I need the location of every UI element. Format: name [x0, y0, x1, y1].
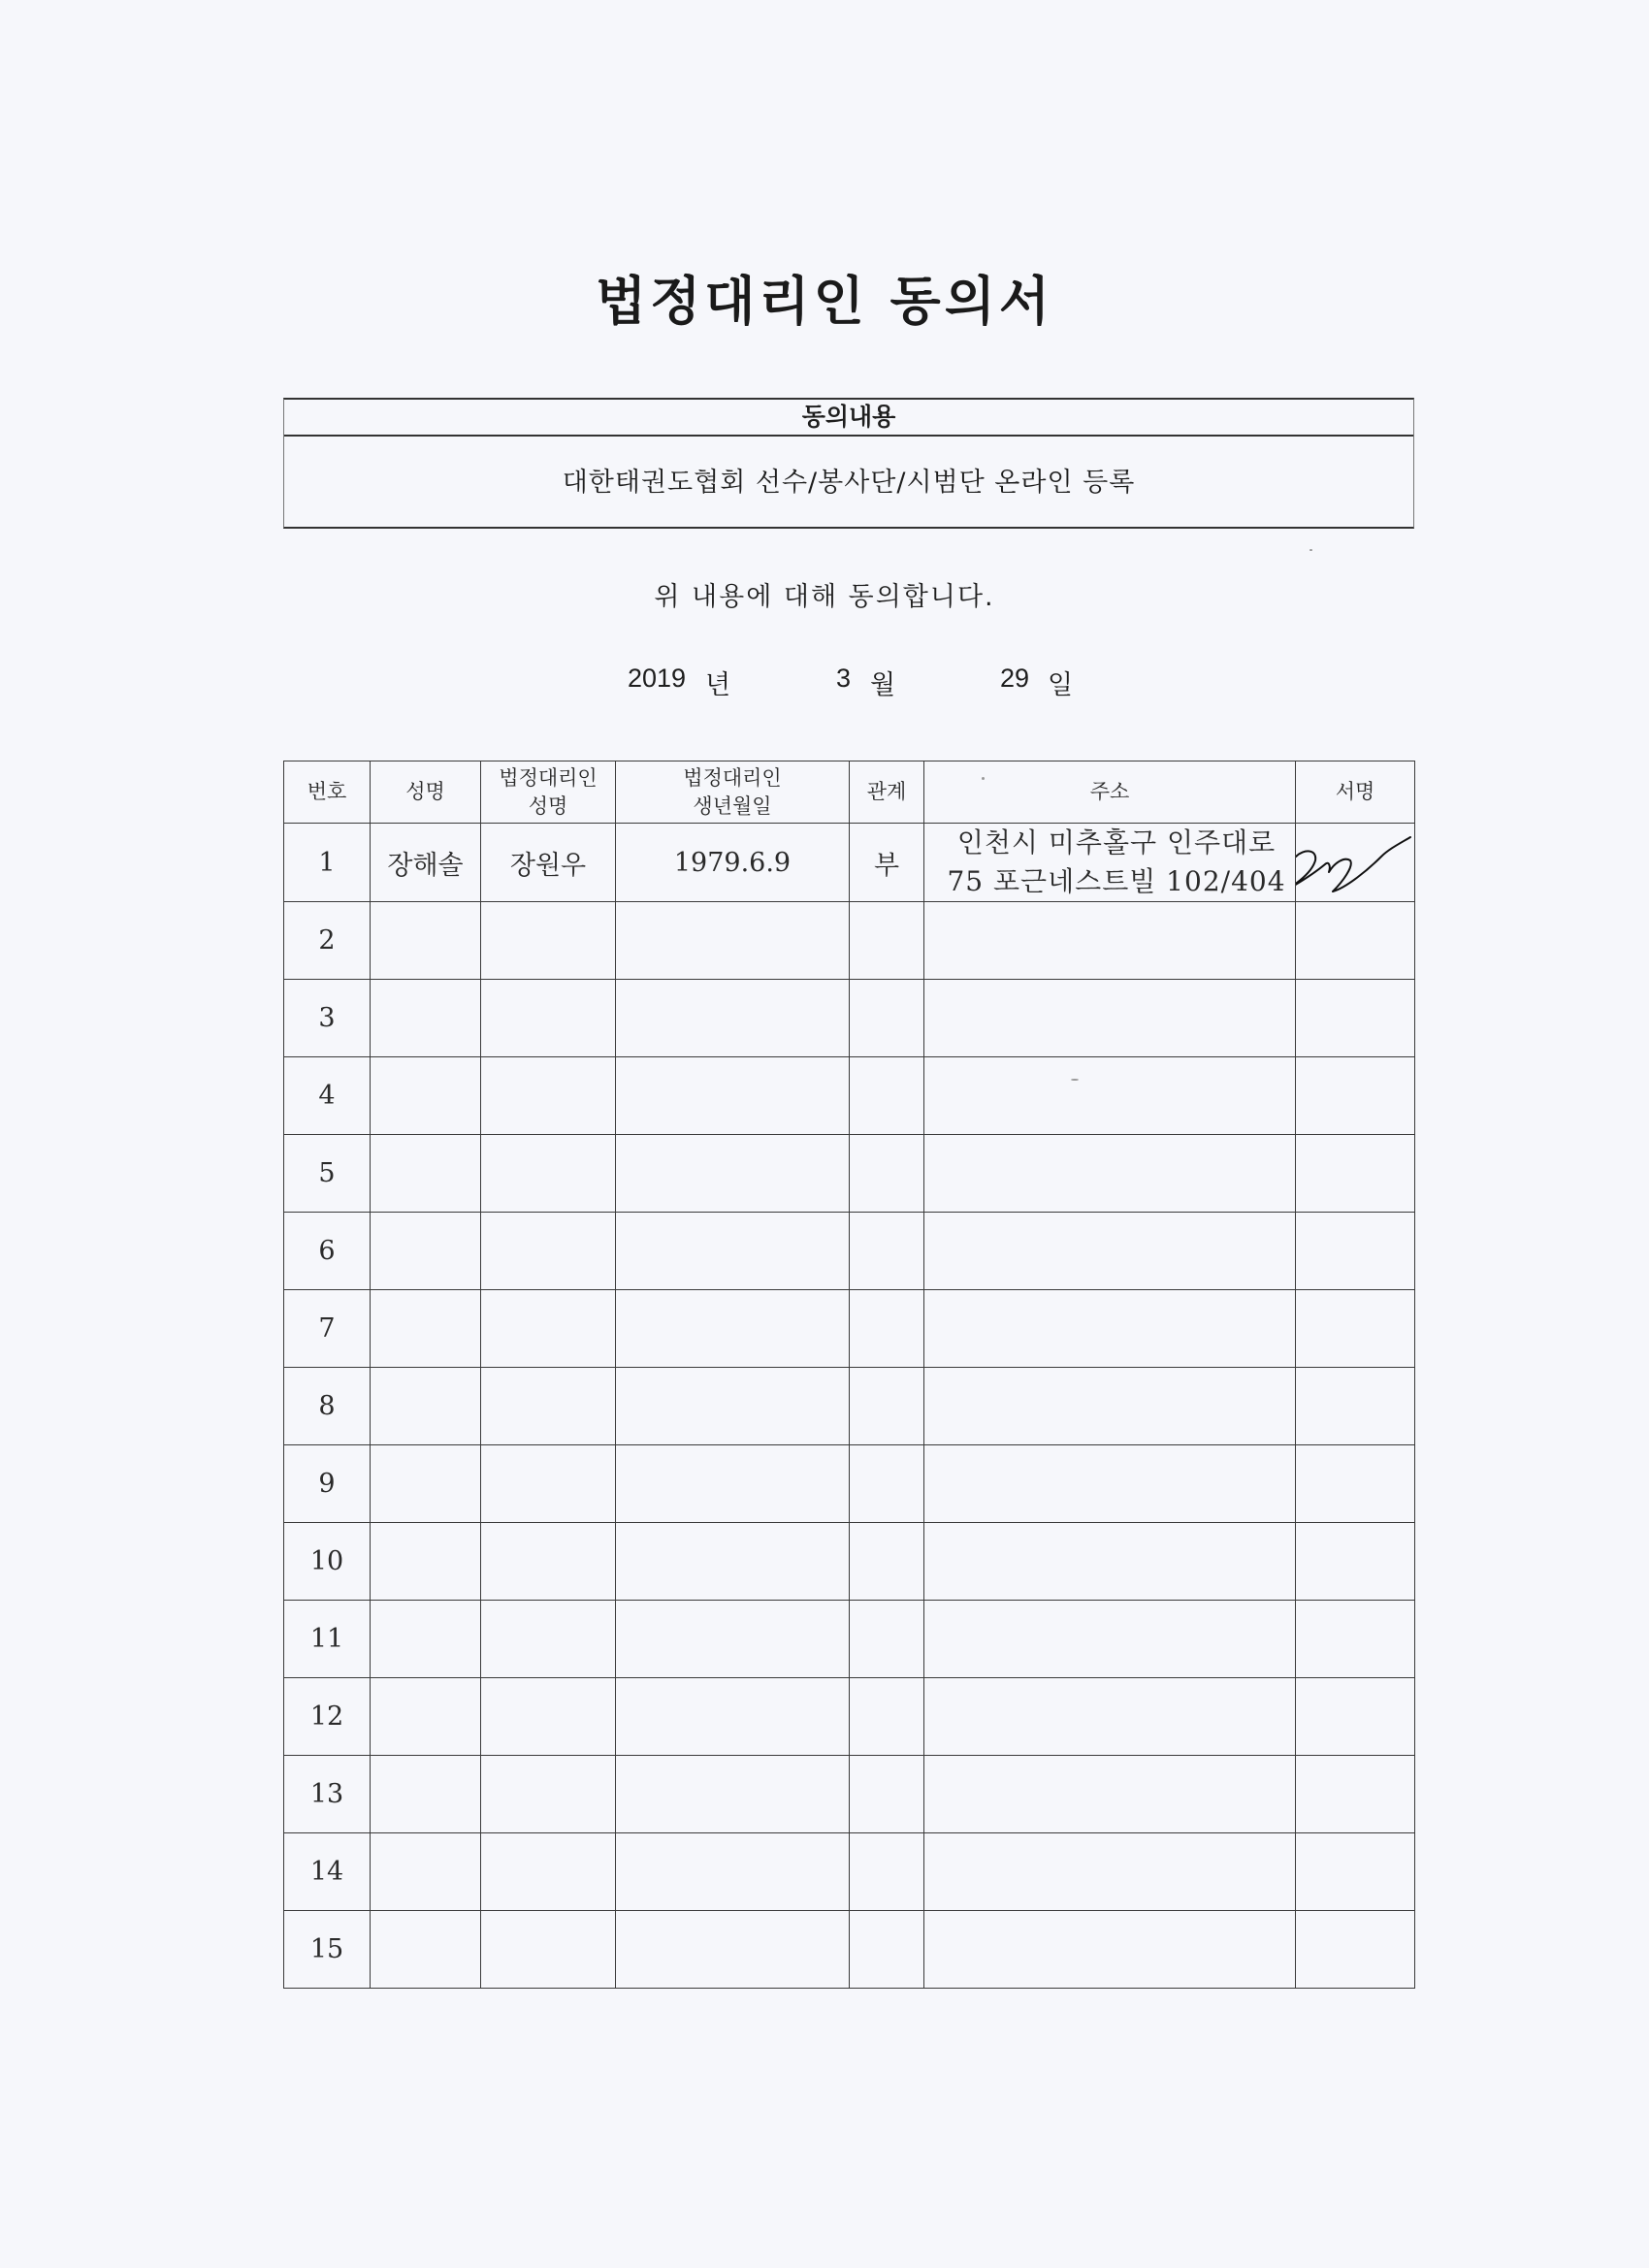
cell-relation [850, 1601, 924, 1678]
cell-no: 13 [284, 1756, 371, 1833]
cell-name [371, 1290, 481, 1368]
cell-guardian-birth [616, 1756, 850, 1833]
cell-no: 4 [284, 1057, 371, 1135]
cell-no: 8 [284, 1368, 371, 1445]
cell-no: 10 [284, 1523, 371, 1601]
cell-name [371, 1057, 481, 1135]
cell-address: 인천시 미추홀구 인주대로 75 포근네스트빌 102/404 [924, 824, 1296, 902]
cell-signature [1296, 902, 1415, 980]
date-month-unit: 월 [870, 670, 896, 699]
table-row [284, 1756, 1415, 1833]
cell-signature [1296, 980, 1415, 1057]
cell-guardian-name [481, 1135, 616, 1213]
cell-name [371, 1756, 481, 1833]
header-relation: 관계 [850, 761, 924, 824]
cell-address [924, 980, 1296, 1057]
cell-guardian-birth [616, 1678, 850, 1756]
agreement-statement: 위 내용에 대해 동의합니다. [654, 582, 995, 612]
cell-no: 12 [284, 1678, 371, 1756]
table-row [284, 1213, 1415, 1290]
cell-guardian-name: 장원우 [481, 824, 616, 902]
cell-guardian-birth [616, 1911, 850, 1989]
cell-name [371, 1445, 481, 1523]
date-line [0, 664, 1649, 702]
cell-relation [850, 1445, 924, 1523]
cell-relation [850, 902, 924, 980]
cell-name [371, 1678, 481, 1756]
cell-name [371, 1833, 481, 1911]
table-row [284, 1678, 1415, 1756]
cell-relation [850, 1290, 924, 1368]
date-day: 29 [1000, 664, 1030, 693]
cell-address [924, 1368, 1296, 1445]
cell-guardian-birth [616, 980, 850, 1057]
cell-no: 6 [284, 1213, 371, 1290]
guardian-roster-table [283, 761, 1415, 1989]
cell-no: 3 [284, 980, 371, 1057]
cell-guardian-birth [616, 1057, 850, 1135]
cell-name [371, 980, 481, 1057]
scan-speck [1071, 1079, 1079, 1081]
cell-address [924, 902, 1296, 980]
cell-address [924, 1213, 1296, 1290]
cell-signature [1296, 1833, 1415, 1911]
cell-relation [850, 1213, 924, 1290]
document-title: 법정대리인 동의서 [595, 271, 1054, 332]
cell-guardian-name [481, 1213, 616, 1290]
header-no: 번호 [284, 761, 371, 824]
cell-guardian-birth [616, 1135, 850, 1213]
cell-guardian-name [481, 1601, 616, 1678]
cell-guardian-name [481, 1678, 616, 1756]
cell-guardian-name [481, 1368, 616, 1445]
table-header-row [284, 761, 1415, 824]
cell-no: 1 [284, 824, 371, 902]
header-name: 성명 [371, 761, 481, 824]
header-guardian-name: 법정대리인 성명 [481, 761, 616, 824]
cell-no: 9 [284, 1445, 371, 1523]
cell-name [371, 1601, 481, 1678]
cell-signature [1296, 1911, 1415, 1989]
cell-relation [850, 1833, 924, 1911]
cell-guardian-name [481, 1756, 616, 1833]
cell-address [924, 1678, 1296, 1756]
cell-guardian-name [481, 1911, 616, 1989]
cell-relation [850, 1135, 924, 1213]
date-day-unit: 일 [1048, 670, 1074, 699]
cell-guardian-birth [616, 1523, 850, 1601]
table-row [284, 980, 1415, 1057]
cell-signature [1296, 824, 1415, 902]
cell-relation [850, 1911, 924, 1989]
table-row [284, 1290, 1415, 1368]
cell-relation [850, 1523, 924, 1601]
cell-guardian-name [481, 980, 616, 1057]
cell-guardian-birth [616, 1445, 850, 1523]
cell-address [924, 1911, 1296, 1989]
cell-guardian-name [481, 902, 616, 980]
cell-signature [1296, 1213, 1415, 1290]
cell-no: 7 [284, 1290, 371, 1368]
cell-signature [1296, 1135, 1415, 1213]
table-row [284, 1601, 1415, 1678]
date-month: 3 [836, 664, 852, 693]
cell-relation [850, 1368, 924, 1445]
cell-relation [850, 1057, 924, 1135]
cell-signature [1296, 1445, 1415, 1523]
cell-signature [1296, 1368, 1415, 1445]
handwritten-signature [1296, 835, 1413, 899]
cell-address [924, 1057, 1296, 1135]
cell-name [371, 1213, 481, 1290]
cell-address [924, 1290, 1296, 1368]
cell-guardian-name [481, 1833, 616, 1911]
cell-name [371, 1523, 481, 1601]
cell-address [924, 1445, 1296, 1523]
cell-guardian-name [481, 1057, 616, 1135]
date-year-unit: 년 [705, 670, 731, 699]
consent-header: 동의내용 [284, 400, 1413, 437]
cell-no: 2 [284, 902, 371, 980]
cell-address [924, 1833, 1296, 1911]
header-address: 주소 [924, 761, 1296, 824]
table-row [284, 1057, 1415, 1135]
cell-signature [1296, 1601, 1415, 1678]
cell-guardian-name [481, 1290, 616, 1368]
cell-no: 15 [284, 1911, 371, 1989]
header-guardian-birth: 법정대리인 생년월일 [616, 761, 850, 824]
cell-guardian-birth [616, 1368, 850, 1445]
header-signature: 서명 [1296, 761, 1415, 824]
cell-guardian-name [481, 1523, 616, 1601]
table-row [284, 1445, 1415, 1523]
cell-guardian-birth [616, 1290, 850, 1368]
cell-no: 14 [284, 1833, 371, 1911]
cell-guardian-birth [616, 1833, 850, 1911]
cell-address [924, 1523, 1296, 1601]
scan-speck [1310, 549, 1312, 551]
cell-signature [1296, 1756, 1415, 1833]
cell-name [371, 1368, 481, 1445]
table-body [284, 824, 1415, 1989]
cell-name [371, 902, 481, 980]
cell-name [371, 1135, 481, 1213]
table-row [284, 1135, 1415, 1213]
cell-guardian-birth: 1979.6.9 [616, 824, 850, 902]
cell-no: 11 [284, 1601, 371, 1678]
table-row [284, 1368, 1415, 1445]
cell-guardian-birth [616, 902, 850, 980]
consent-content: 대한태권도협회 선수/봉사단/시범단 온라인 등록 [562, 468, 1136, 498]
table-row [284, 824, 1415, 902]
cell-signature [1296, 1290, 1415, 1368]
cell-address [924, 1135, 1296, 1213]
cell-relation [850, 1678, 924, 1756]
cell-name [371, 1911, 481, 1989]
cell-address [924, 1756, 1296, 1833]
consent-box [283, 398, 1414, 529]
cell-relation [850, 1756, 924, 1833]
table-row [284, 902, 1415, 980]
scan-speck [982, 777, 985, 780]
cell-name: 장해솔 [371, 824, 481, 902]
table-row [284, 1911, 1415, 1989]
cell-guardian-birth [616, 1213, 850, 1290]
cell-no: 5 [284, 1135, 371, 1213]
cell-signature [1296, 1678, 1415, 1756]
cell-guardian-birth [616, 1601, 850, 1678]
cell-signature [1296, 1057, 1415, 1135]
cell-guardian-name [481, 1445, 616, 1523]
cell-relation: 부 [850, 824, 924, 902]
table-row [284, 1833, 1415, 1911]
signature-stroke [1296, 837, 1411, 893]
date-year: 2019 [628, 664, 687, 693]
cell-relation [850, 980, 924, 1057]
table-row [284, 1523, 1415, 1601]
cell-address [924, 1601, 1296, 1678]
cell-signature [1296, 1523, 1415, 1601]
